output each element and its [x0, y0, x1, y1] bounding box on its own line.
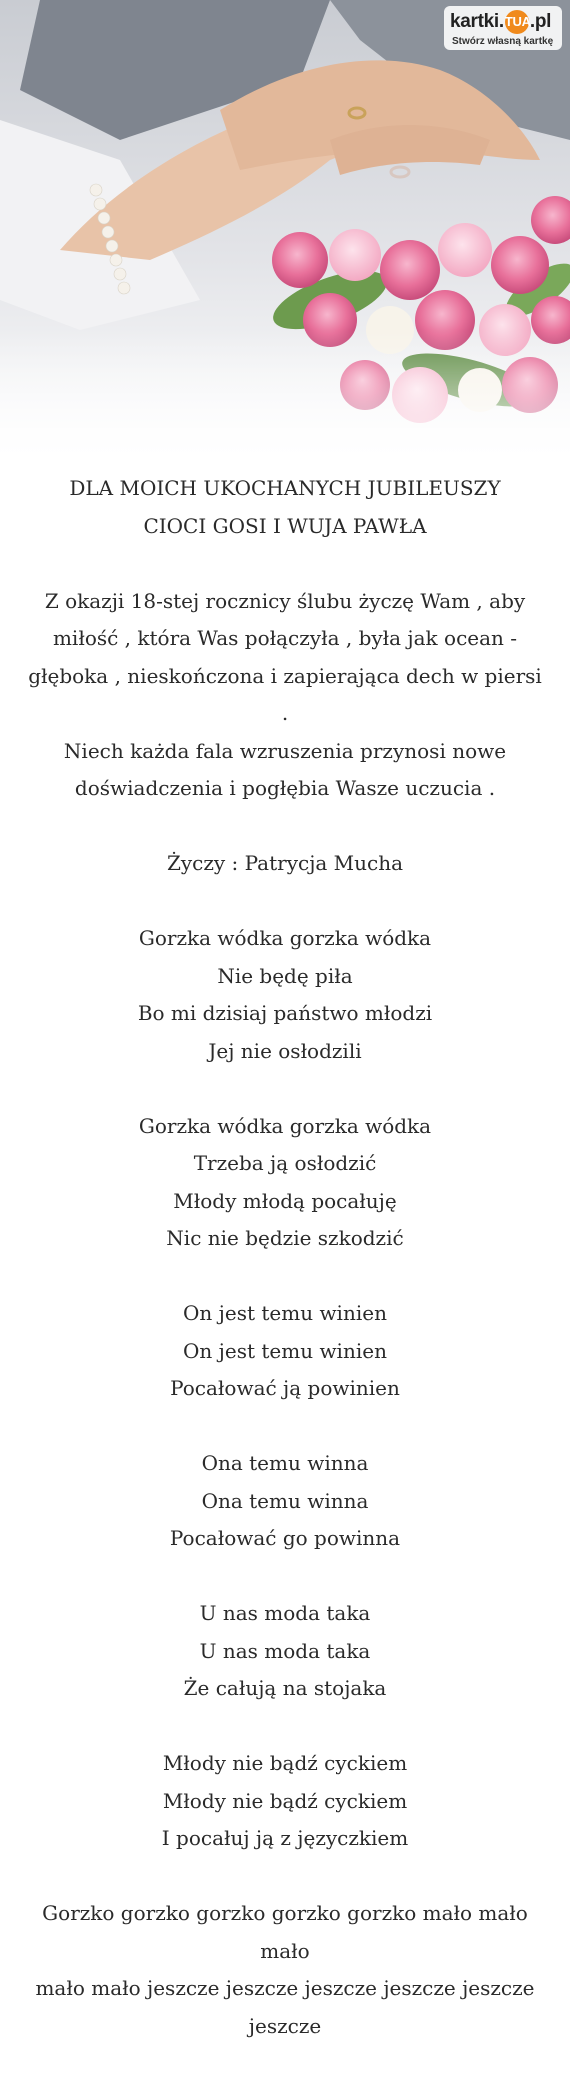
logo-badge: TUA [505, 10, 529, 34]
heading-line: CIOCI GOSI I WUJA PAWŁA [143, 513, 427, 538]
poem-line: On jest temu winien [183, 1338, 387, 1363]
wish-line: głęboka , nieskończona i zapierająca dech w piersi . [28, 663, 542, 725]
poem-line: mało [260, 1938, 310, 1963]
heading-line: DLA MOICH UKOCHANYCH JUBILEUSZY [69, 476, 501, 500]
poem-line: Pocałować go powinna [169, 1526, 401, 1550]
poem-line: Nic nie będzie szkodzić [166, 1226, 404, 1250]
poem-line: Pocałować ją powinien [170, 1376, 400, 1400]
blank-line [22, 545, 548, 583]
wish-line: Niech każda fala wzruszenia przynosi nowe [63, 738, 507, 763]
logo-brand: kartki.TUA.pl [450, 11, 552, 33]
poem-line: Jej nie osłodzili [208, 1038, 362, 1063]
card-text [22, 470, 548, 2045]
poem-line: U nas moda taka [199, 1601, 371, 1625]
wedding-hands-photo [0, 0, 570, 470]
poem-line: Trzeba ją osłodzić [193, 1151, 377, 1175]
wish-line: doświadczenia i pogłębia Wasze uczucia . [74, 776, 496, 800]
blank-line [22, 1258, 548, 1296]
blank-line [22, 1070, 548, 1108]
blank-line [22, 1408, 548, 1446]
kartki-tua-logo[interactable] [444, 6, 562, 50]
poem-line: jeszcze [248, 2013, 322, 2038]
poem-line: On jest temu winien [183, 1301, 387, 1325]
blank-line [22, 808, 548, 846]
logo-tagline: Stwórz własną kartkę [452, 36, 554, 47]
poem-line: Młody młodą pocałuję [173, 1188, 397, 1213]
blank-line [22, 883, 548, 921]
poem-line: I pocałuj ją z języczkiem [161, 1826, 409, 1850]
poem-line: mało mało jeszcze jeszcze jeszcze jeszcze jeszcze [35, 1976, 535, 2000]
poem-line: Młody nie bądź cyckiem [162, 1751, 408, 1775]
blank-line [22, 1708, 548, 1746]
blank-line [22, 1558, 548, 1596]
wish-line: Z okazji 18-stej rocznicy ślubu życzę Wam , aby [44, 588, 526, 613]
poem-line: Ona temu winna [201, 1451, 369, 1475]
poem-line: Bo mi dzisiaj państwo młodzi [137, 1001, 433, 1025]
poem-line: Gorzka wódka gorzka wódka [138, 1113, 432, 1138]
wish-line: miłość , która Was połączyła , była jak ocean - [52, 626, 518, 650]
poem-line: Młody nie bądź cyckiem [162, 1788, 408, 1813]
poem-line: U nas moda taka [199, 1638, 371, 1663]
signature: Życzy : Patrycja Mucha [166, 851, 404, 875]
poem-line: Gorzko gorzko gorzko gorzko gorzko mało mało [42, 1901, 528, 1925]
poem-line: Gorzka wódka gorzka wódka [138, 926, 432, 950]
poem-line: Ona temu winna [201, 1488, 369, 1513]
blank-line [22, 1858, 548, 1896]
poem-line: Że całują na stojaka [183, 1676, 387, 1700]
poem-line: Nie będę piła [217, 963, 353, 988]
